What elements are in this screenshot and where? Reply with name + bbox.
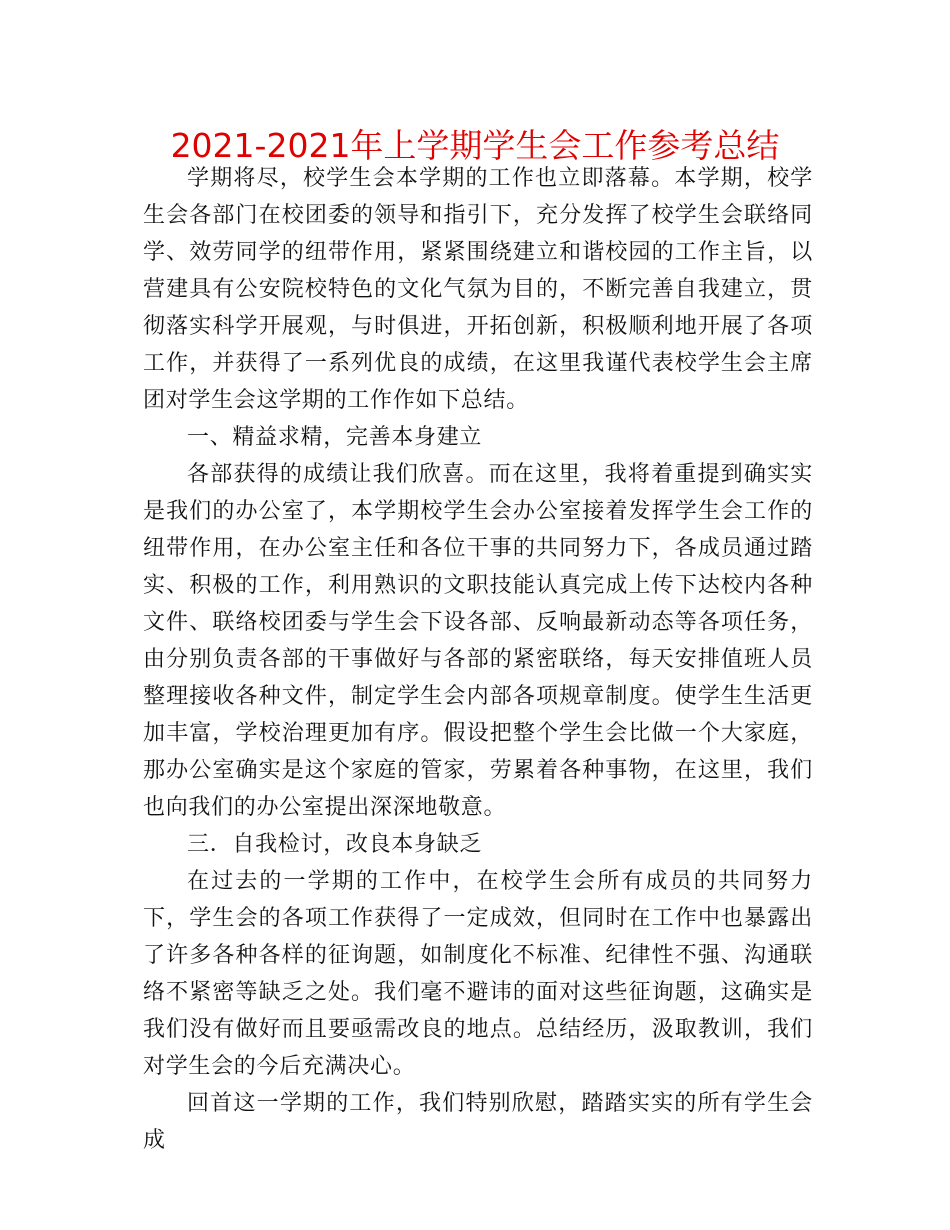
section-heading-1: 一、精益求精，完善本身建立 [187,425,483,450]
paragraph-closing: 回首这一学期的工作，我们特别欣慰，踏踏实实的所有学生会成 [143,1091,813,1153]
paragraph-self-review: 在过去的一学期的工作中，在校学生会所有成员的共同努力下，学生会的各项工作获得了一定成效，但同时在工作中也暴露出了许多各种各样的征询题，如制度化不标准、纪律性不强、沟通联络不紧密等缺乏之处。我们毫不避讳的面对这些征询题，这确实是我们没有做好而且要亟需改良的地点。总结经历，汲取教训，我们对学生会的今后充满决心。 [143,869,813,1079]
document-title: 2021-2021年上学期学生会工作参考总结 [170,126,780,165]
document-body [143,160,813,1159]
paragraph-intro: 学期将尽，校学生会本学期的工作也立即落幕。本学期，校学生会各部门在校团委的领导和指引下，充分发挥了校学生会联络同学、效劳同学的纽带作用，紧紧围绕建立和谐校园的工作主旨，以营建具有公安院校特色的文化气氛为目的，不断完善自我建立，贯彻落实科学开展观，与时俱进，开拓创新，积极顺利地开展了各项工作，并获得了一系列优良的成绩，在这里我谨代表校学生会主席团对学生会这学期的工作作如下总结。 [143,166,813,413]
paragraph-office: 各部获得的成绩让我们欣喜。而在这里，我将着重提到确实实是我们的办公室了，本学期校学生会办公室接着发挥学生会工作的纽带作用，在办公室主任和各位干事的共同努力下，各成员通过踏实、积极的工作，利用熟识的文职技能认真完成上传下达校内各种文件、联络校团委与学生会下设各部、反响最新动态等各项任务，由分别负责各部的干事做好与各部的紧密联络，每天安排值班人员整理接收各种文件，制定学生会内部各项规章制度。使学生生活更加丰富，学校治理更加有序。假设把整个学生会比做一个大家庭，那办公室确实是这个家庭的管家，劳累着各种事物，在这里，我们也向我们的办公室提出深深地敬意。 [143,462,813,820]
section-heading-3: 三．自我检讨，改良本身缺乏 [187,832,483,857]
